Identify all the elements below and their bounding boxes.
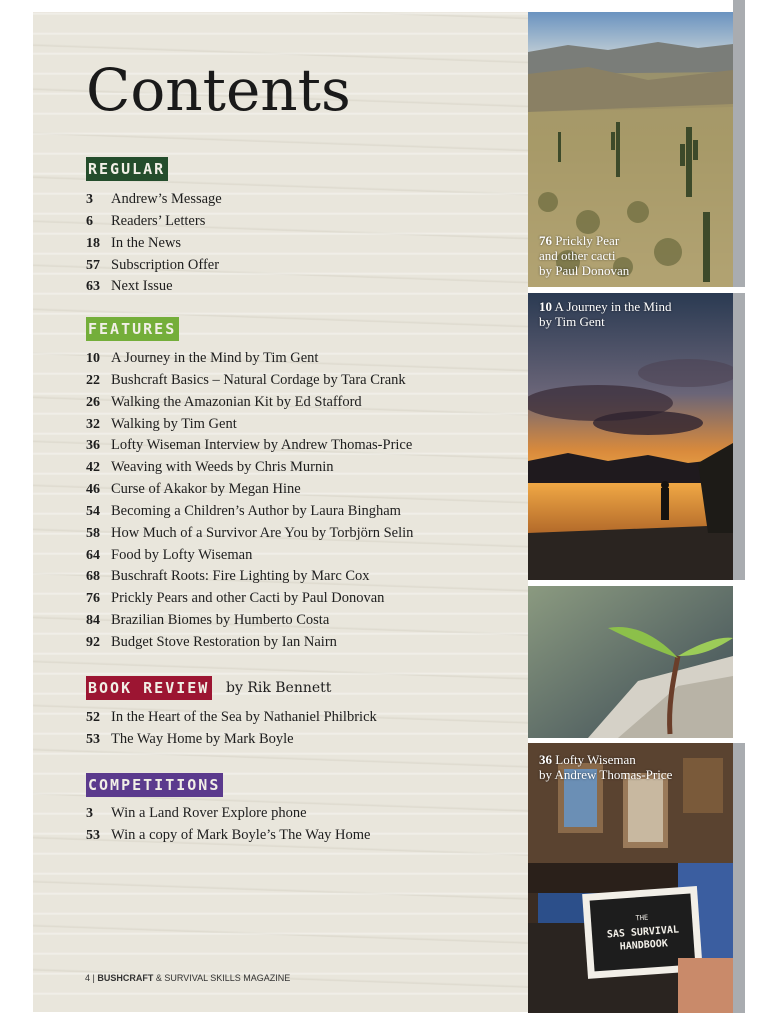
caption-text: A Journey in the Mind [554, 299, 672, 314]
list-item [86, 479, 413, 501]
item-title: Walking by Tim Gent [111, 415, 237, 432]
footer-magazine-rest: & SURVIVAL SKILLS MAGAZINE [155, 973, 291, 983]
page-number: 18 [86, 235, 100, 251]
page-number: 52 [86, 710, 100, 725]
page-number: 92 [86, 634, 100, 650]
item-title: How Much of a Survivor Are You by Torbjörn Selin [111, 524, 414, 541]
gray-side-bar [733, 743, 745, 1013]
caption-text: by Tim Gent [539, 314, 605, 329]
caption-text: Lofty Wiseman [555, 752, 636, 767]
gray-side-bar [733, 0, 745, 287]
book-title-line: THE [635, 913, 649, 923]
footer-separator: | [92, 973, 95, 983]
caption-text: Prickly Pear [555, 233, 620, 248]
handbook-photo [528, 743, 733, 1013]
gray-side-bar [733, 293, 745, 580]
list-item [86, 566, 413, 588]
item-title: Andrew’s Message [111, 191, 222, 207]
list-item [86, 707, 377, 729]
book-review-byline: by Rik Bennett [226, 680, 332, 696]
seedling-photo [528, 586, 733, 738]
book-title-line: SAS SURVIVAL [606, 924, 680, 941]
list-item [86, 803, 370, 825]
lake-sunset-photo [528, 293, 733, 580]
list-item [86, 276, 222, 298]
page-number: 22 [86, 372, 100, 388]
section-label-competitions: COMPETITIONS [86, 773, 223, 797]
item-title: Lofty Wiseman Interview by Andrew Thomas-Price [111, 437, 413, 454]
page-number: 46 [86, 482, 100, 498]
list-item [86, 233, 222, 255]
page-number: 64 [86, 547, 100, 563]
page-number: 53 [86, 731, 100, 747]
list-item [86, 457, 413, 479]
caption-text: and other cacti [539, 248, 616, 263]
footer-magazine-bold: BUSHCRAFT [97, 973, 154, 983]
page-number: 84 [86, 613, 100, 629]
item-title: Next Issue [111, 278, 173, 295]
caption-page-number: 76 [539, 233, 552, 248]
item-title: Readers’ Letters [111, 212, 206, 229]
page-number: 53 [86, 827, 100, 843]
item-title: In the Heart of the Sea by Nathaniel Philbrick [111, 709, 377, 725]
page-number: 6 [86, 213, 93, 229]
item-title: Weaving with Weeds by Chris Murnin [111, 459, 334, 476]
caption-text: by Paul Donovan [539, 263, 630, 278]
list-item [86, 729, 377, 751]
caption-text: by Andrew Thomas-Price [539, 767, 673, 782]
item-title: Brazilian Biomes by Humberto Costa [111, 612, 330, 629]
section-label-features: FEATURES [86, 317, 179, 341]
item-title: Win a copy of Mark Boyle’s The Way Home [111, 826, 371, 843]
section-label-regular: REGULAR [86, 157, 168, 181]
caption-page-number: 36 [539, 752, 552, 767]
page-number: 26 [86, 394, 100, 410]
page-footer [85, 973, 290, 983]
item-title: A Journey in the Mind by Tim Gent [111, 350, 319, 366]
list-item [86, 392, 413, 414]
list-item [86, 610, 413, 632]
list-item [86, 632, 413, 654]
item-title: The Way Home by Mark Boyle [111, 730, 294, 747]
item-title: Prickly Pears and other Cacti by Paul Donovan [111, 590, 385, 607]
item-title: Budget Stove Restoration by Ian Nairn [111, 633, 337, 650]
page-number: 3 [86, 192, 93, 207]
page-number: 68 [86, 569, 100, 585]
page-number: 10 [86, 351, 100, 366]
item-title: Win a Land Rover Explore phone [111, 805, 307, 821]
item-title: Food by Lofty Wiseman [111, 546, 253, 563]
book-title-line: HANDBOOK [619, 938, 669, 953]
item-title: Subscription Offer [111, 256, 220, 273]
page-number: 36 [86, 438, 100, 454]
list-item [86, 545, 413, 567]
page-number: 32 [86, 416, 100, 432]
list-item [86, 348, 413, 370]
sunset-caption [539, 299, 672, 329]
item-title: Buschraft Roots: Fire Lighting by Marc Cox [111, 568, 370, 585]
list-item [86, 435, 413, 457]
regular-list [86, 189, 222, 298]
list-item [86, 370, 413, 392]
caption-page-number: 10 [539, 299, 552, 314]
page-title: Contents [86, 56, 351, 124]
page-number: 42 [86, 460, 100, 476]
list-item [86, 825, 370, 847]
cacti-caption [539, 233, 629, 278]
section-label-book-review: BOOK REVIEW [86, 676, 212, 700]
features-list [86, 348, 413, 654]
footer-page-number: 4 [85, 973, 91, 983]
item-title: Walking the Amazonian Kit by Ed Stafford [111, 393, 362, 410]
list-item [86, 211, 222, 233]
list-item [86, 523, 413, 545]
lofty-caption [539, 752, 672, 782]
list-item [86, 501, 413, 523]
page-number: 54 [86, 503, 100, 519]
list-item [86, 255, 222, 277]
item-title: In the News [111, 234, 182, 251]
list-item [86, 189, 222, 211]
page-number: 58 [86, 525, 100, 541]
item-title: Bushcraft Basics – Natural Cordage by Tara Crank [111, 371, 406, 388]
page-number: 63 [86, 279, 100, 295]
list-item [86, 588, 413, 610]
item-title: Becoming a Children’s Author by Laura Bingham [111, 502, 401, 519]
page-number: 3 [86, 806, 93, 821]
item-title: Curse of Akakor by Megan Hine [111, 481, 301, 498]
list-item [86, 414, 413, 436]
page-number: 57 [86, 257, 100, 273]
page-number: 76 [86, 591, 100, 607]
competitions-list [86, 803, 370, 847]
book-review-list [86, 707, 377, 751]
